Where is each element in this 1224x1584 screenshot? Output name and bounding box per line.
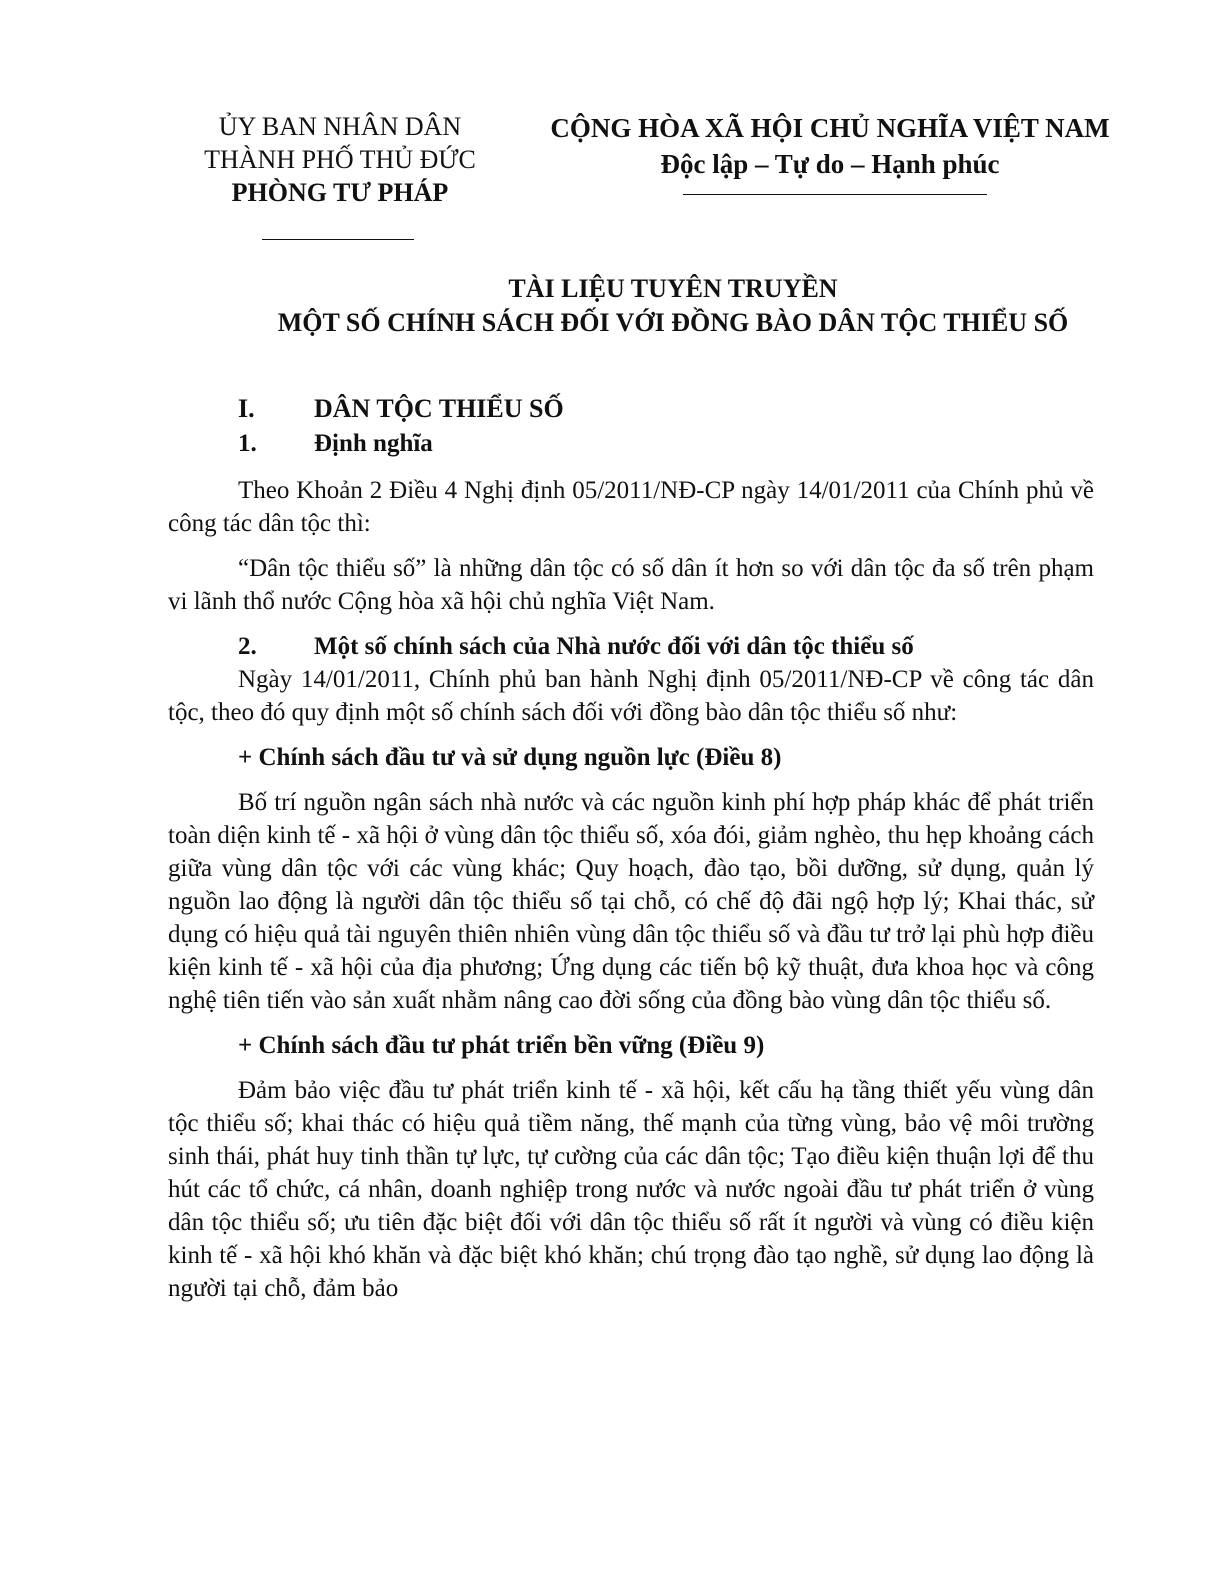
document-body [168, 392, 1094, 1305]
policy-intro-paragraph: Ngày 14/01/2011, Chính phủ ban hành Nghị định 05/2011/NĐ-CP về công tác dân tộc, theo đó quy định một số chính sách đối với đồng bào dân tộc thiểu số như: [168, 666, 1094, 726]
policy-paragraph: Bố trí nguồn ngân sách nhà nước và các nguồn kinh phí hợp pháp khác để phát triển toàn diện kinh tế - xã hội ở vùng dân tộc thiểu số, xóa đói, giảm nghèo, thu hẹp khoảng cách giữa vùng dân tộc với các vùng khác; Quy hoạch, đào tạo, bồi dưỡng, sử dụng, quản lý nguồn lao động là người dân tộc thiểu số tại chỗ, có chế độ đãi ngộ hợp lý; Khai thác, sử dụng có hiệu quả tài nguyên thiên nhiên vùng dân tộc thiểu số và đầu tư trở lại phù hợp điều kiện kinh tế - xã hội của địa phương; Ứng dụng các tiến bộ kỹ thuật, đưa khoa học và công nghệ tiên tiến vào sản xuất nhằm nâng cao đời sống của đồng bào vùng dân tộc thiểu số. [168, 789, 1094, 1014]
national-motto: Độc lập – Tự do – Hạnh phúc [660, 149, 1000, 179]
subsection-heading [168, 427, 1094, 460]
section-heading [168, 392, 1094, 425]
agency-header [170, 110, 510, 240]
agency-underline [262, 239, 414, 240]
subsection-title: Một số chính sách của Nhà nước đối với dân tộc thiểu số [314, 633, 914, 660]
agency-line-2: THÀNH PHỐ THỦ ĐỨC [204, 145, 476, 174]
policy-heading: + Chính sách đầu tư và sử dụng nguồn lực (Điều 8) [238, 744, 782, 771]
motto-underline [683, 194, 987, 195]
national-name: CỘNG HÒA XÃ HỘI CHỦ NGHĨA VIỆT NAM [550, 113, 1110, 143]
subsection-title: Định nghĩa [314, 430, 433, 457]
agency-line-3: PHÒNG TƯ PHÁP [231, 178, 449, 207]
agency-line-1: ỦY BAN NHÂN DÂN [218, 112, 462, 141]
title-line-1: TÀI LIỆU TUYÊN TRUYỀN [508, 274, 838, 303]
national-header [530, 110, 1130, 195]
policy-heading: + Chính sách đầu tư phát triển bền vững (Điều 9) [238, 1032, 765, 1059]
definition-paragraph: “Dân tộc thiểu số” là những dân tộc có số dân ít hơn so với dân tộc đa số trên phạm vi lãnh thổ nước Cộng hòa xã hội chủ nghĩa Việt Nam. [168, 555, 1094, 615]
definition-source-paragraph: Theo Khoản 2 Điều 4 Nghị định 05/2011/NĐ-CP ngày 14/01/2011 của Chính phủ về công tác dân tộc thì: [168, 477, 1094, 537]
document-title [170, 272, 1176, 340]
section-title: DÂN TỘC THIỂU SỐ [314, 394, 564, 423]
subsection-number: 2. [238, 633, 257, 660]
title-line-2: MỘT SỐ CHÍNH SÁCH ĐỐI VỚI ĐỒNG BÀO DÂN TỘC THIỂU SỐ [277, 308, 1069, 337]
section-number: I. [238, 394, 255, 423]
policy-paragraph: Đảm bảo việc đầu tư phát triển kinh tế - xã hội, kết cấu hạ tầng thiết yếu vùng dân tộc thiểu số; khai thác có hiệu quả tiềm năng, thế mạnh của từng vùng, bảo vệ môi trường sinh thái, phát huy tinh thần tự lực, tự cường của các dân tộc; Tạo điều kiện thuận lợi để thu hút các tổ chức, cá nhân, doanh nghiệp trong nước và nước ngoài đầu tư phát triển ở vùng dân tộc thiểu số; ưu tiên đặc biệt đối với dân tộc thiểu số rất ít người và vùng có điều kiện kinh tế - xã hội khó khăn và đặc biệt khó khăn; chú trọng đào tạo nghề, sử dụng lao động là người tại chỗ, đảm bảo [168, 1077, 1094, 1302]
subsection-number: 1. [238, 430, 257, 457]
subsection-heading [168, 630, 1094, 663]
